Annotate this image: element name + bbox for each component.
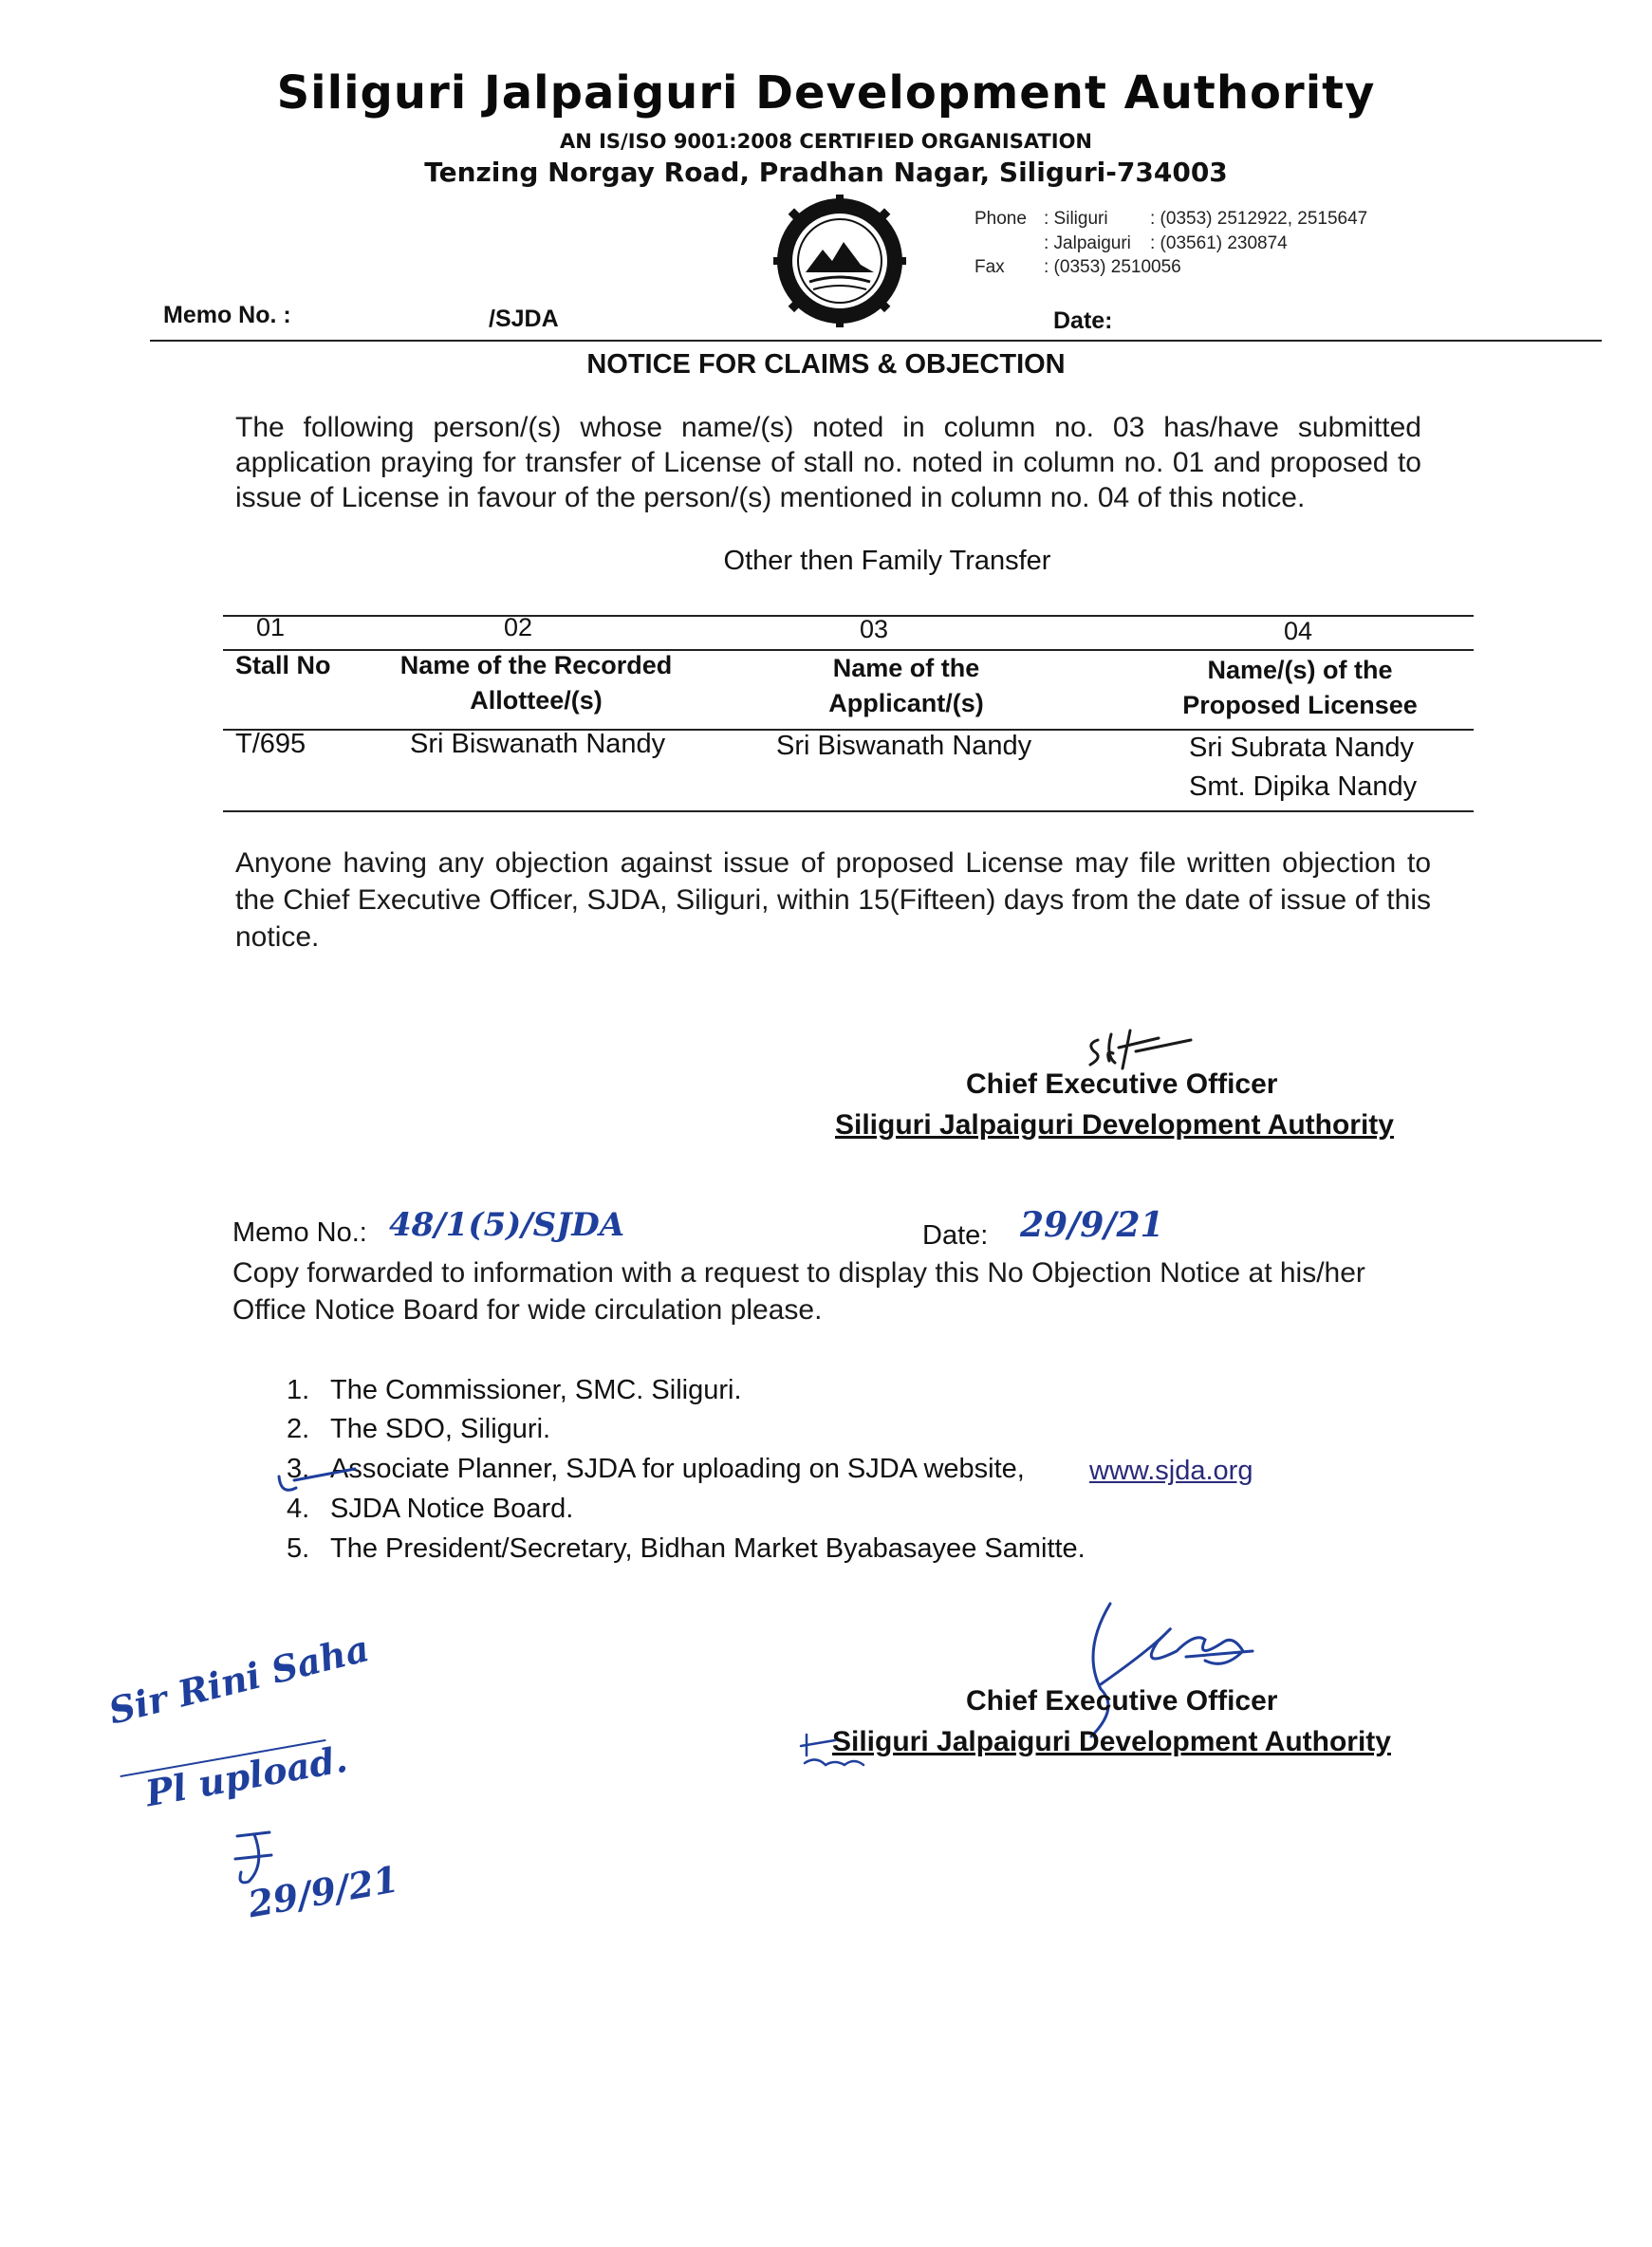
forward-date-label: Date: bbox=[922, 1220, 989, 1251]
list-item-5-num: 5. bbox=[287, 1533, 310, 1564]
memo-suffix: /SJDA bbox=[489, 306, 559, 332]
signature-date-scribble bbox=[797, 1727, 882, 1774]
notice-intro: The following person/(s) whose name/(s) noted in column no. 03 has/have submitted application praying for transfer of License of stall no. noted in column no. 01 and proposed to issue of License in favour of the person/(s) mentioned in column no. 04 of this notice. bbox=[235, 412, 1421, 513]
cell-proposed-licensee-2: Smt. Dipika Nandy bbox=[1189, 771, 1418, 802]
col-number-02: 02 bbox=[504, 613, 533, 641]
forward-memo-value: 48/1(5)/SJDA bbox=[389, 1206, 625, 1244]
header-recorded-allottee: Name of the Recorded Allottee/(s) bbox=[399, 651, 673, 715]
list-item-4-num: 4. bbox=[287, 1494, 310, 1524]
header-proposed-licensee: Name/(s) of the Proposed Licensee bbox=[1182, 656, 1418, 719]
fax-number: : (0353) 2510056 bbox=[1044, 257, 1181, 277]
signature1-org: Siliguri Jalpaiguri Development Authority bbox=[835, 1109, 1394, 1141]
handwritten-note-line2: Pl upload. bbox=[142, 1736, 351, 1815]
forward-text: Copy forwarded to information with a request to display this No Objection Notice at his/her Office Notice Board for wide circulation please. bbox=[232, 1257, 1365, 1326]
list-item-1-text: The Commissioner, SMC. Siliguri. bbox=[330, 1375, 742, 1405]
col-number-03: 03 bbox=[860, 615, 889, 643]
certification-line: AN IS/ISO 9001:2008 CERTIFIED ORGANISATION bbox=[559, 130, 1093, 153]
handwritten-note-line1: Sir Rini Saha bbox=[104, 1626, 374, 1733]
list-item-3-num: 3. bbox=[287, 1454, 310, 1484]
cell-recorded-allottee: Sri Biswanath Nandy bbox=[410, 729, 666, 759]
org-name: Siliguri Jalpaiguri Development Authority bbox=[276, 66, 1376, 120]
list-item-4-text: SJDA Notice Board. bbox=[330, 1494, 574, 1524]
phone-label: Phone bbox=[974, 209, 1027, 229]
org-address: Tenzing Norgay Road, Pradhan Nagar, Siliguri-734003 bbox=[424, 157, 1228, 188]
header-applicant: Name of the Applicant/(s) bbox=[828, 654, 984, 717]
header-stall-no: Stall No bbox=[235, 651, 331, 679]
list-item-3-text: Associate Planner, SJDA for uploading on SJDA website, bbox=[330, 1454, 1025, 1484]
item-3-tick-mark bbox=[275, 1452, 361, 1499]
phone-siliguri-number: : (0353) 2512922, 2515647 bbox=[1150, 209, 1368, 229]
forward-date-value: 29/9/21 bbox=[1020, 1205, 1164, 1245]
list-item-1-num: 1. bbox=[287, 1375, 310, 1405]
transfer-type: Other then Family Transfer bbox=[723, 546, 1051, 576]
list-item-2-text: The SDO, Siliguri. bbox=[330, 1414, 551, 1444]
list-item-5-text: The President/Secretary, Bidhan Market Byabasayee Samitte. bbox=[330, 1533, 1086, 1564]
col-number-01: 01 bbox=[256, 613, 286, 641]
signature1-title: Chief Executive Officer bbox=[966, 1068, 1278, 1100]
objection-text: Anyone having any objection against issue of proposed License may file written objection to the Chief Executive Officer, SJDA, Siliguri, within 15(Fifteen) days from the date of issue of this notice. bbox=[235, 847, 1431, 953]
sjda-website-link[interactable]: www.sjda.org bbox=[1089, 1456, 1253, 1486]
col-number-04: 04 bbox=[1284, 617, 1313, 645]
handwritten-note-date: 29/9/21 bbox=[245, 1857, 402, 1926]
table-bottom-rule bbox=[223, 810, 1474, 812]
sjda-seal-logo bbox=[773, 195, 906, 327]
notice-title: NOTICE FOR CLAIMS & OBJECTION bbox=[586, 349, 1066, 380]
signature2-title: Chief Executive Officer bbox=[966, 1685, 1278, 1717]
fax-label: Fax bbox=[974, 257, 1005, 277]
date-label: Date: bbox=[1053, 307, 1113, 334]
memo-label: Memo No. : bbox=[163, 302, 291, 328]
cell-applicant: Sri Biswanath Nandy bbox=[776, 731, 1032, 761]
signature2-org: Siliguri Jalpaiguri Development Authority bbox=[832, 1726, 1391, 1757]
phone-jalpaiguri-label: : Jalpaiguri bbox=[1044, 233, 1131, 253]
phone-jalpaiguri-number: : (03561) 230874 bbox=[1150, 233, 1288, 253]
phone-siliguri-label: : Siliguri bbox=[1044, 209, 1108, 229]
cell-stall-no: T/695 bbox=[235, 729, 306, 759]
list-item-2-num: 2. bbox=[287, 1414, 310, 1444]
forward-memo-label: Memo No.: bbox=[232, 1217, 367, 1248]
cell-proposed-licensee-1: Sri Subrata Nandy bbox=[1189, 733, 1414, 763]
header-divider bbox=[150, 340, 1602, 342]
